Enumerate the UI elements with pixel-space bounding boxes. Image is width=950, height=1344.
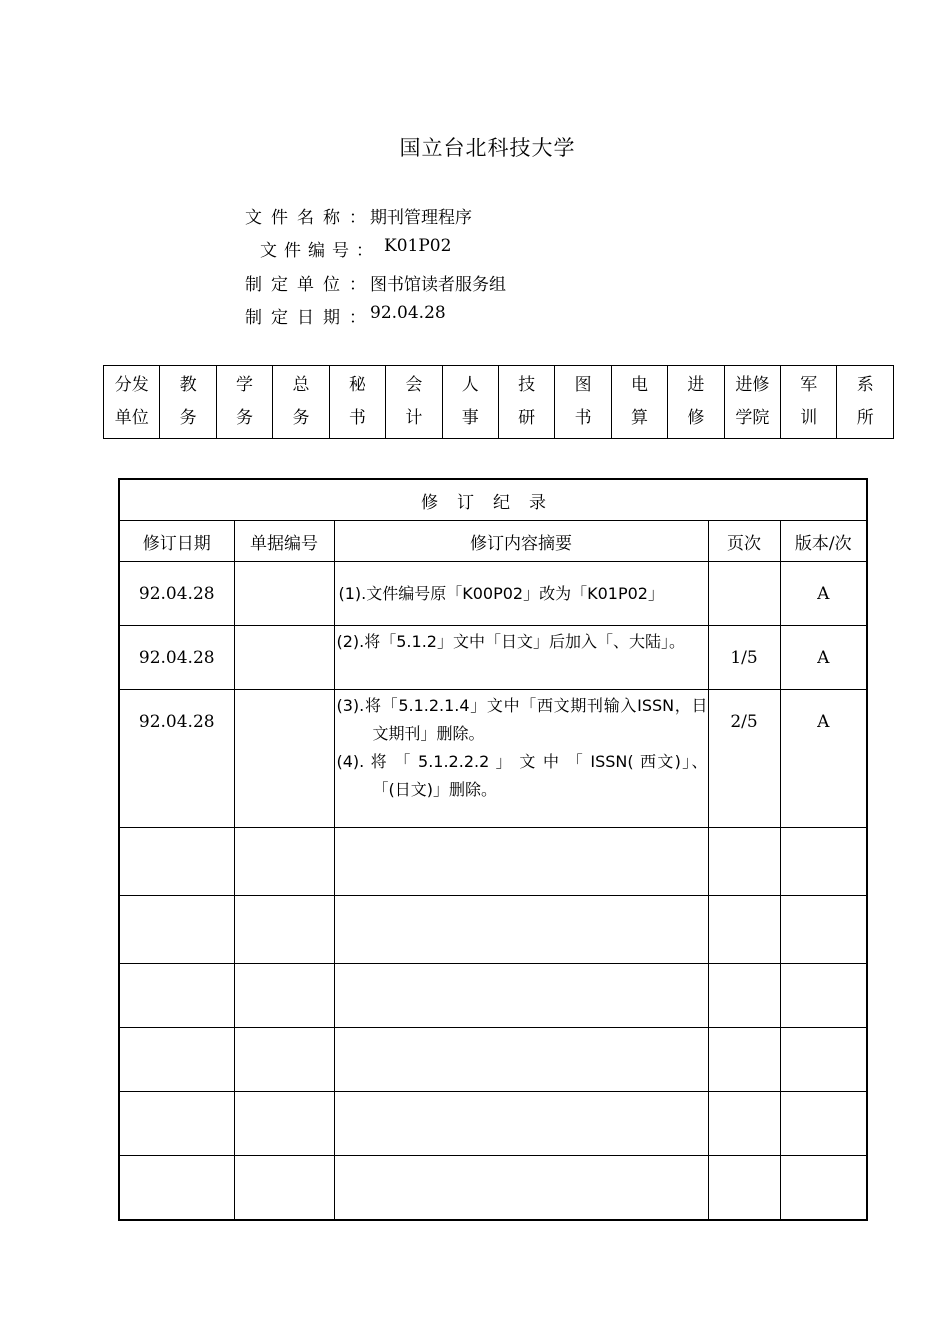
empty-cell [119,1156,234,1221]
revision-summary [334,626,708,690]
meta-value: 92.04.28 [370,303,446,323]
empty-cell [708,1156,780,1221]
empty-cell [780,964,867,1028]
empty-cell [708,964,780,1028]
table-row [119,690,867,828]
document-title: 国立台北科技大学 [399,136,576,160]
empty-cell [334,1028,708,1092]
revision-date: 92.04.28 [119,690,234,828]
table-row [119,1028,867,1092]
empty-cell [708,1028,780,1092]
meta-label: 文件名称： [245,208,375,228]
distribution-table [103,365,894,439]
revision-item: (1).文件编号原「K00P02」改为「K01P02」 [338,584,664,603]
empty-cell [119,828,234,896]
meta-label: 制定单位： [245,275,375,295]
revision-item: (2).将「5.1.2」文中「日文」后加入「、大陆」。 [336,632,685,651]
distribution-unit: 秘 书 [329,366,385,439]
revision-date: 92.04.28 [119,626,234,690]
table-row [119,964,867,1028]
empty-cell [234,896,334,964]
revision-date: 92.04.28 [119,562,234,626]
empty-cell [708,828,780,896]
revision-table [118,478,868,1221]
revision-page: 1/5 [708,626,780,690]
column-header-page: 页次 [708,521,780,562]
distribution-unit: 系 所 [837,366,894,439]
revision-doc-number [234,562,334,626]
empty-cell [334,828,708,896]
table-row [119,1092,867,1156]
empty-cell [119,964,234,1028]
empty-cell [234,1028,334,1092]
table-row [119,626,867,690]
column-header-date: 修订日期 [119,521,234,562]
distribution-unit: 总 务 [273,366,329,439]
distribution-unit: 人 事 [442,366,498,439]
empty-cell [708,896,780,964]
column-header-doc-number: 单据编号 [234,521,334,562]
empty-cell [234,1092,334,1156]
distribution-unit: 图 书 [555,366,611,439]
empty-cell [119,1092,234,1156]
empty-cell [119,896,234,964]
empty-cell [234,1156,334,1221]
distribution-unit: 电 算 [611,366,667,439]
table-row [119,828,867,896]
empty-cell [334,896,708,964]
column-header-summary: 修订内容摘要 [334,521,708,562]
meta-value: 期刊管理程序 [370,208,472,228]
meta-value: 图书馆读者服务组 [370,275,506,295]
distribution-unit: 会 计 [386,366,442,439]
empty-cell [780,1092,867,1156]
revision-page [708,562,780,626]
empty-cell [334,964,708,1028]
empty-cell [780,896,867,964]
empty-cell [334,1092,708,1156]
empty-cell [119,1028,234,1092]
empty-cell [780,1156,867,1221]
empty-cell [234,828,334,896]
revision-summary [334,562,708,626]
distribution-unit: 军 训 [781,366,837,439]
distribution-unit: 教 务 [160,366,216,439]
revision-doc-number [234,626,334,690]
table-row [119,1156,867,1221]
revision-version: A [780,690,867,828]
meta-label: 制定日期： [245,308,375,328]
empty-cell [708,1092,780,1156]
empty-cell [780,1028,867,1092]
empty-cell [780,828,867,896]
revision-item: (3).将「5.1.2.1.4」文中「西文期刊输入ISSN，日文期刊」删除。 [336,696,708,743]
revision-version: A [780,626,867,690]
table-row [119,562,867,626]
table-row [119,896,867,964]
column-header-version: 版本/次 [780,521,867,562]
distribution-unit: 进 修 [668,366,724,439]
revision-doc-number [234,690,334,828]
revision-summary [334,690,708,828]
distribution-unit: 学 务 [216,366,272,439]
distribution-header: 分发 单位 [104,366,160,439]
revision-version: A [780,562,867,626]
distribution-unit: 进修 学院 [724,366,780,439]
distribution-unit: 技 研 [498,366,554,439]
revision-table-title: 修订纪录 [119,479,867,521]
empty-cell [234,964,334,1028]
revision-page: 2/5 [708,690,780,828]
meta-label: 文件编号： [260,241,380,261]
revision-item: (4). 将 「 5.1.2.2.2 」 文 中 「 ISSN( 西文)」、「(日文)」删除。 [336,752,708,799]
empty-cell [334,1156,708,1221]
meta-value: K01P02 [384,236,452,256]
